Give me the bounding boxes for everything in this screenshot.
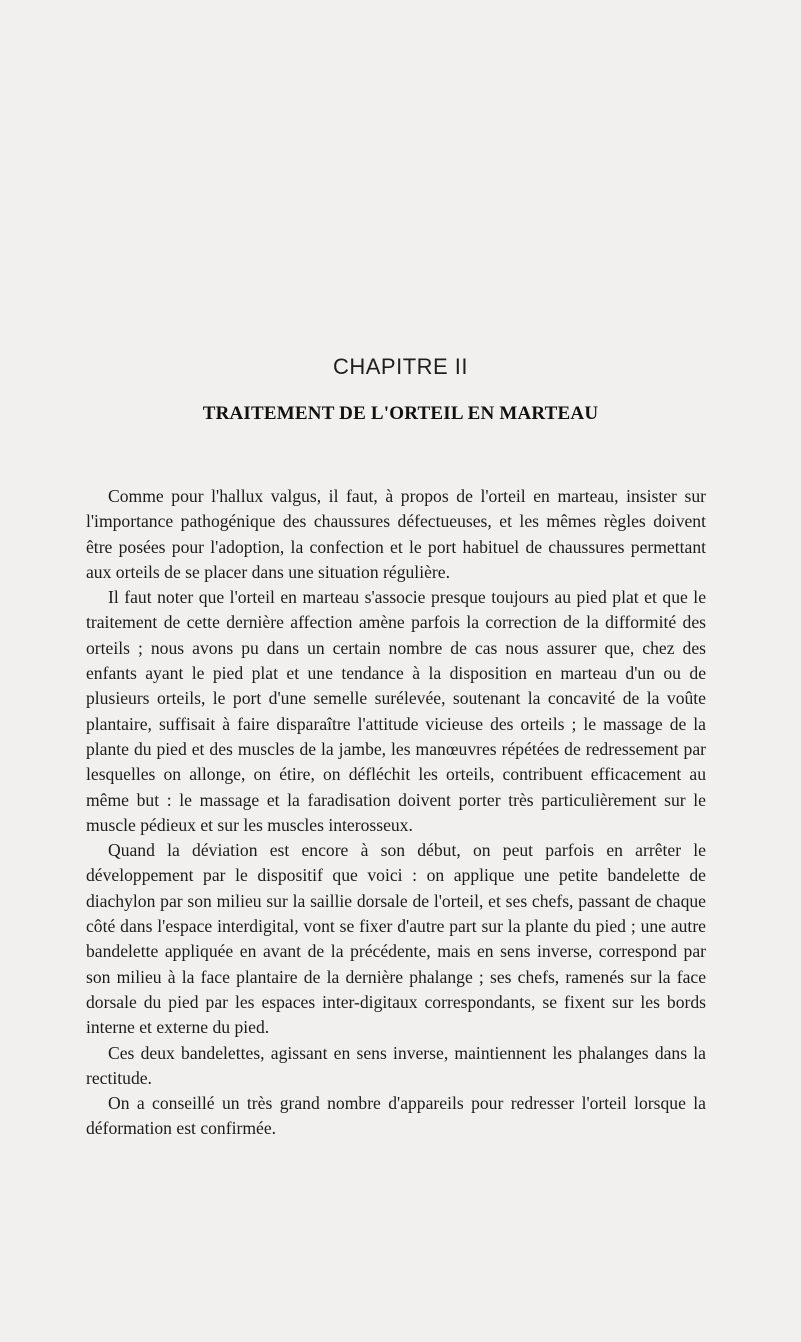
chapter-title: TRAITEMENT DE L'ORTEIL EN MARTEAU [202, 403, 599, 424]
chapter-heading: CHAPITRE II [332, 354, 469, 379]
paragraph: Quand la déviation est encore à son début, on peut parfois en arrêter le développement par le dispositif que voici : on applique une petite bandelette de diachylon par son milieu sur la saillie dorsale de l'orteil, et ses chefs, passant de chaque côté dans l'espace interdigital, vont se fixer d'autre part sur la plante du pied ; une autre bandelette appliquée en avant de la précédente, mais en sens inverse, correspond par son milieu à la face plantaire de la dernière phalange ; ses chefs, ramenés sur la face dorsale du pied par les espaces inter-digitaux correspondants, se fixent sur les bords interne et externe du pied. [86, 840, 706, 1038]
paragraph: On a conseillé un très grand nombre d'appareils pour redresser l'orteil lorsque la déformation est confirmée. [86, 1093, 706, 1139]
paragraph: Il faut noter que l'orteil en marteau s'associe presque toujours au pied plat et que le traitement de cette dernière affection amène parfois la correction de la difformité des orteils ; nous avons pu dans un certain nombre de cas nous assurer que, chez des enfants ayant le pied plat et une tendance à la disposition en marteau d'un ou de plusieurs orteils, le port d'une semelle surélevée, soutenant la concavité de la voûte plantaire, suffisait à faire disparaître l'attitude vicieuse des orteils ; le massage de la plante du pied et des muscles de la jambe, les manœuvres répétées de redressement par lesquelles on allonge, on étire, on défléchit les orteils, contribuent efficacement au même but : le massage et la faradisation doivent porter très particulièrement sur le muscle pédieux et sur les muscles interosseux. [86, 587, 706, 835]
paragraph: Ces deux bandelettes, agissant en sens inverse, maintiennent les phalanges dans la rectitude. [86, 1042, 706, 1088]
body-text [86, 484, 706, 1142]
paragraph: Comme pour l'hallux valgus, il faut, à propos de l'orteil en marteau, insister sur l'importance pathogénique des chaussures défectueuses, et les mêmes règles doivent être posées pour l'adoption, la confection et le port habituel de chaussures permettant aux orteils de se placer dans une situation régulière. [86, 486, 706, 582]
